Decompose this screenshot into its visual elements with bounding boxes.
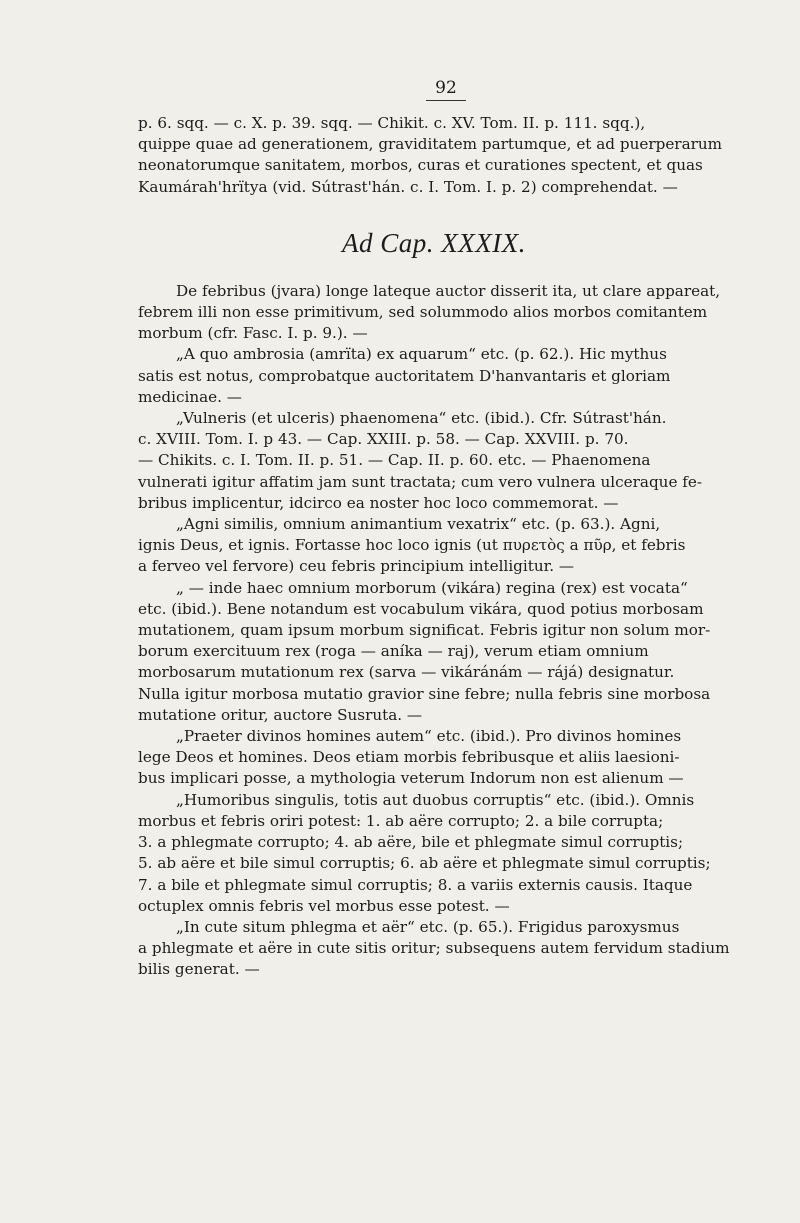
text-line: c. XVIII. Tom. I. p 43. — Cap. XXIII. p. 58. — Cap. XXVIII. p. 70.	[138, 430, 629, 449]
text-line: mutatione oritur, auctore Susruta. —	[138, 705, 423, 724]
text-line: etc. (ibid.). Bene notandum est vocabulum vikára, quod potius morbosam	[138, 599, 704, 618]
text-line: bilis generat. —	[138, 960, 260, 979]
paragraph-agni	[138, 514, 730, 578]
text-line: 3. a phlegmate corrupto; 4. ab aëre, bile et phlegmate simul corruptis;	[138, 833, 684, 852]
text-line: vulnerati igitur affatim jam sunt tractata; cum vero vulnera ulceraque fe-	[138, 472, 703, 491]
chapter-heading: Ad Cap. XXXIX.	[342, 227, 526, 258]
paragraph-humoribus	[138, 790, 730, 917]
text-line: satis est notus, comprobatque auctoritatem D'hanvantaris et gloriam	[138, 366, 671, 385]
paragraph-phlegma	[138, 917, 730, 981]
text-line: mutationem, quam ipsum morbum significat. Febris igitur non solum mor-	[138, 621, 711, 640]
text-line: bribus implicentur, idcirco ea noster hoc loco commemorat. —	[138, 493, 619, 512]
text-line: a phlegmate et aëre in cute sitis oritur; subsequens autem fervidum stadium	[138, 939, 730, 958]
text-line: 5. ab aëre et bile simul corruptis; 6. ab aëre et phlegmate simul corruptis;	[138, 854, 711, 873]
text-line: febrem illi non esse primitivum, sed solummodo alios morbos comitantem	[138, 303, 708, 322]
text-line: ignis Deus, et ignis. Fortasse hoc loco ignis (ut πυρετὸς a πῦρ, et febris	[138, 536, 686, 555]
paragraph-febribus	[138, 281, 730, 345]
text-line: — Chikits. c. I. Tom. II. p. 51. — Cap. II. p. 60. etc. — Phaenomena	[138, 451, 651, 470]
text-line: p. 6. sqq. — c. X. p. 39. sqq. — Chikit. c. XV. Tom. II. p. 111. sqq.),	[138, 114, 646, 132]
text-line: morbosarum mutationum rex (sarva — vikáránám — rájá) designatur.	[138, 663, 675, 682]
text-line: „Agni similis, omnium animantium vexatrix“ etc. (p. 63.). Agni,	[176, 515, 661, 534]
text-line: 7. a bile et phlegmate simul corruptis; 8. a variis externis causis. Itaque	[138, 875, 693, 894]
paragraph-ambrosia	[138, 344, 730, 408]
text-line: „Humoribus singulis, totis aut duobus corruptis“ etc. (ibid.). Omnis	[176, 790, 695, 809]
text-line: „A quo ambrosia (amrïta) ex aquarum“ etc. (p. 62.). Hic mythus	[176, 345, 667, 364]
text-line: Kaumárah'hrïtya (vid. Sútrast'hán. c. I. Tom. I. p. 2) comprehendat. —	[138, 177, 678, 196]
text-line: octuplex omnis febris vel morbus esse potest. —	[138, 896, 510, 915]
text-line: bus implicari posse, a mythologia veterum Indorum non est alienum —	[138, 769, 684, 788]
paragraph-vulneris	[138, 408, 730, 514]
text-line: „ — inde haec omnium morborum (vikára) regina (rex) est vocata“	[176, 578, 688, 597]
text-line: neonatorumque sanitatem, morbos, curas et curationes spectent, et quas	[138, 156, 703, 175]
text-line: quippe quae ad generationem, graviditatem partumque, et ad puerperarum	[138, 135, 723, 154]
paragraph-divinos	[138, 726, 730, 790]
intro-paragraph	[138, 113, 730, 198]
text-line: morbus et febris oriri potest: 1. ab aëre corrupto; 2. a bile corrupta;	[138, 811, 664, 830]
text-line: lege Deos et homines. Deos etiam morbis febribusque et aliis laesioni-	[138, 748, 680, 767]
text-line: a ferveo vel fervore) ceu febris principium intelligitur. —	[138, 557, 575, 576]
page-number: 92	[435, 78, 457, 98]
paragraph-vikara	[138, 578, 730, 726]
text-line: morbum (cfr. Fasc. I. p. 9.). —	[138, 324, 368, 343]
text-line: De febribus (jvara) longe lateque auctor disserit ita, ut clare appareat,	[176, 281, 721, 300]
page-number-rule	[426, 100, 466, 101]
text-line: borum exercituum rex (roga — aníka — raj), verum etiam omnium	[138, 642, 649, 661]
text-line: „In cute situm phlegma et aër“ etc. (p. 65.). Frigidus paroxysmus	[176, 917, 680, 936]
text-line: „Vulneris (et ulceris) phaenomena“ etc. (ibid.). Cfr. Sútrast'hán.	[176, 409, 667, 428]
text-line: Nulla igitur morbosa mutatio gravior sine febre; nulla febris sine morbosa	[138, 684, 711, 703]
text-line: „Praeter divinos homines autem“ etc. (ibid.). Pro divinos homines	[176, 727, 682, 746]
text-line: medicinae. —	[138, 387, 242, 406]
